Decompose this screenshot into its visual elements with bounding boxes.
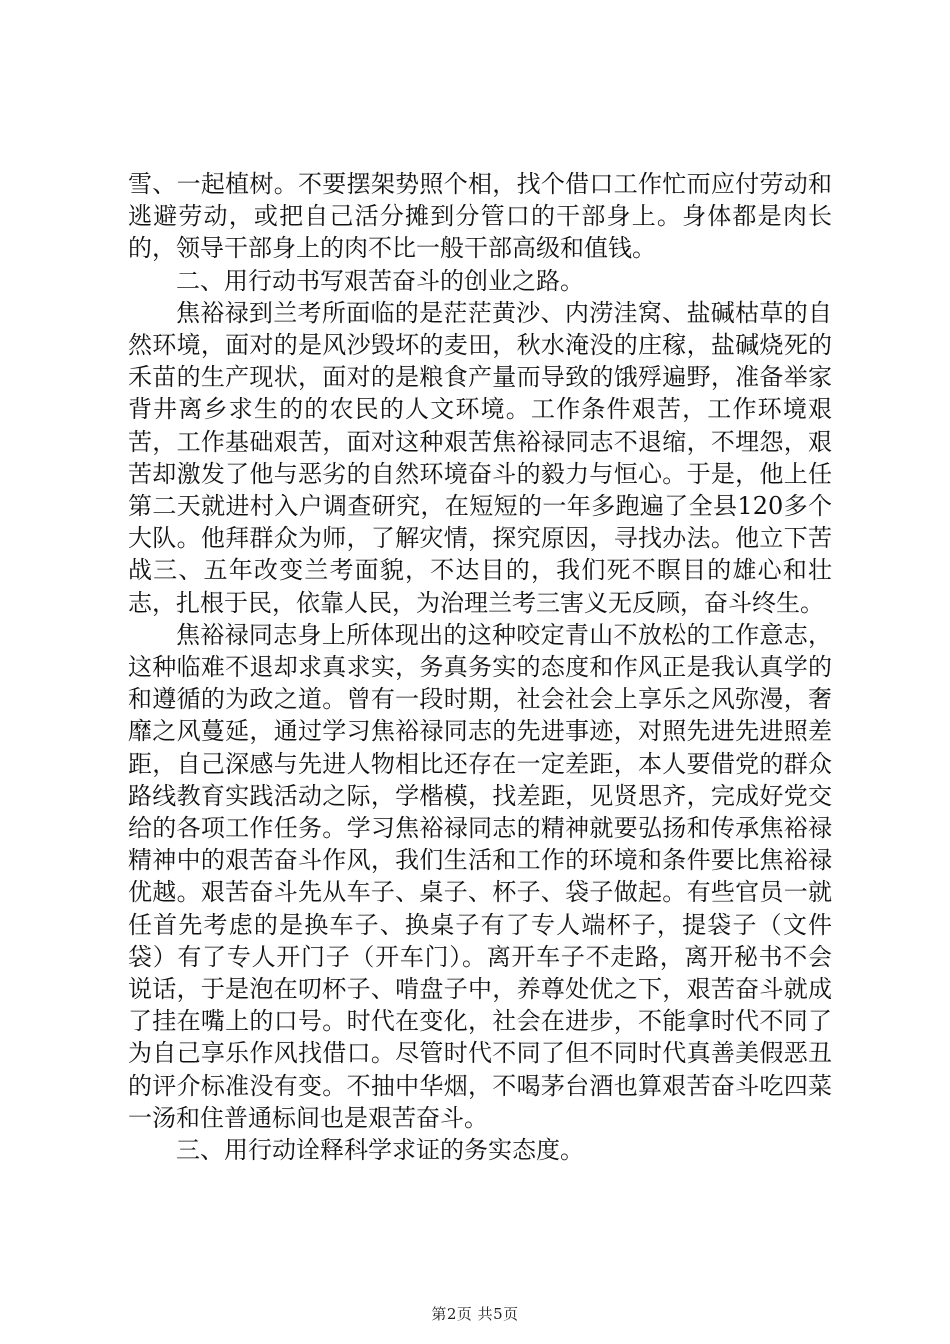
paragraph-continuation: 雪、一起植树。不要摆架势照个相，找个借口工作忙而应付劳动和逃避劳动，或把自己活分摊到分管口的干部身上。身体都是肉长的，领导干部身上的肉不比一般干部高级和值钱。 [128, 170, 832, 263]
paragraph-lankao-conditions: 焦裕禄到兰考所面临的是茫茫黄沙、内涝洼窝、盐碱枯草的自然环境，面对的是风沙毁坏的麦田，秋水淹没的庄稼，盐碱烧死的禾苗的生产现状，面对的是粮食产量而导致的饿殍遍野，准备举家背井离乡求生的的农民的人文环境。工作条件艰苦，工作环境艰苦，工作基础艰苦，面对这种艰苦焦裕禄同志不退缩，不埋怨，艰苦却激发了他与恶劣的自然环境奋斗的毅力与恒心。于是，他上任第二天就进村入户调查研究，在短短的一年多跑遍了全县120多个大队。他拜群众为师，了解灾情，探究原因，寻找办法。他立下苦战三、五年改变兰考面貌，不达目的，我们死不瞑目的雄心和壮志，扎根于民，依靠人民，为治理兰考三害义无反顾，奋斗终生。 [128, 298, 832, 617]
paragraph-hard-work-spirit: 焦裕禄同志身上所体现出的这种咬定青山不放松的工作意志，这种临难不退却求真求实，务真务实的态度和作风正是我认真学的和遵循的为政之道。曾有一段时期，社会社会上享乐之风弥漫，奢靡之风蔓延，通过学习焦裕禄同志的先进事迹，对照先进先进照差距，自己深感与先进人物相比还存在一定差距，本人要借党的群众路线教育实践活动之际，学楷模，找差距，见贤思齐，完成好党交给的各项工作任务。学习焦裕禄同志的精神就要弘扬和传承焦裕禄精神中的艰苦奋斗作风，我们生活和工作的环境和条件要比焦裕禄优越。艰苦奋斗先从车子、桌子、杯子、袋子做起。有些官员一就任首先考虑的是换车子、换桌子有了专人端杯子，提袋子（文件袋）有了专人开门子（开车门）。离开车子不走路，离开秘书不会说话，于是泡在叨杯子、啃盘子中，养尊处优之下，艰苦奋斗就成了挂在嘴上的口号。时代在变化，社会在进步，不能拿时代不同了为自己享乐作风找借口。尽管时代不同了但不同时代真善美假恶丑的评介标准没有变。不抽中华烟，不喝茅台酒也算艰苦奋斗吃四菜一汤和住普通标间也是艰苦奋斗。 [128, 620, 832, 1132]
section-heading-2: 二、用行动书写艰苦奋斗的创业之路。 [176, 266, 584, 295]
document-body [128, 168, 832, 1166]
page-number-footer: 第2页 共5页 [431, 1305, 519, 1323]
section-heading-3: 三、用行动诠释科学求证的务实态度。 [176, 1136, 584, 1165]
